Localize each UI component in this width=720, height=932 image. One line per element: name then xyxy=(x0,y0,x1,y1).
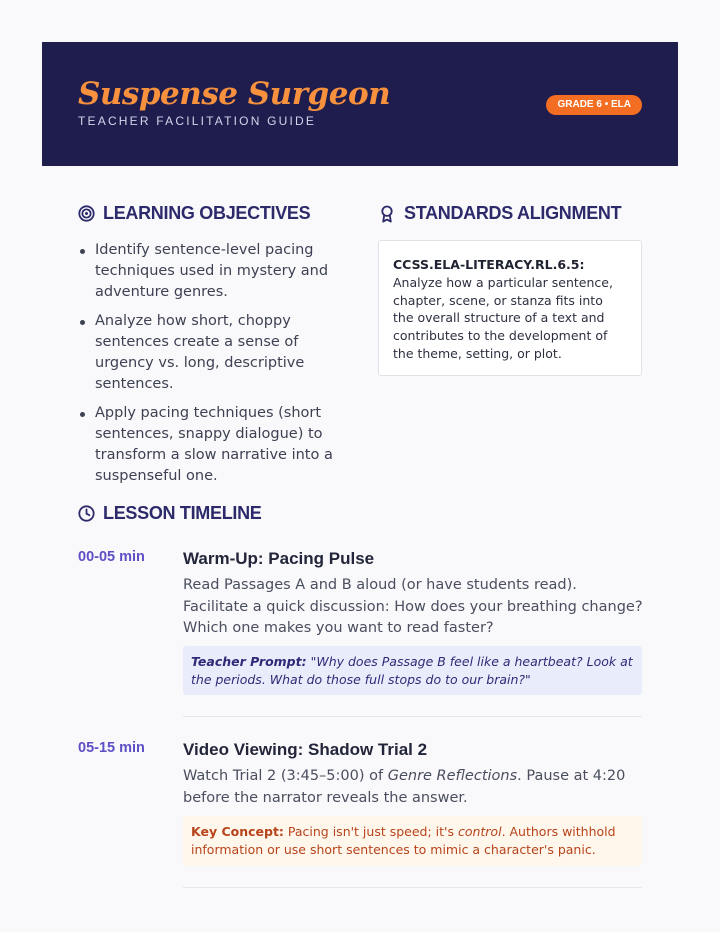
callout-emphasis: control xyxy=(457,824,502,839)
guide-title: Suspense Surgeon xyxy=(78,76,391,112)
callout-text: . Authors withhold information or use short sentences to mimic a character's panic. xyxy=(191,824,616,857)
guide-subtitle: TEACHER FACILITATION GUIDE xyxy=(78,114,317,128)
video-title: Genre Reflections xyxy=(387,768,518,784)
timeline-entry-description: Read Passages A and B aloud (or have students read). Facilitate a quick discussion: How does your breathing change? Which one makes you want to read faster? xyxy=(183,577,643,636)
timeline-entry-title: Warm-Up: Pacing Pulse xyxy=(183,549,375,568)
callout-label: Teacher Prompt: xyxy=(191,654,307,669)
award-ribbon-icon xyxy=(380,205,394,223)
grade-badge: GRADE 6 • ELA xyxy=(546,95,642,115)
standards-title: STANDARDS ALIGNMENT xyxy=(404,203,622,223)
callout-label: Key Concept: xyxy=(191,824,284,839)
timeline-title: LESSON TIMELINE xyxy=(103,503,262,523)
target-icon xyxy=(78,205,95,222)
timeline-entry-description xyxy=(183,766,643,809)
description-text: Watch Trial 2 (3:45–5:00) of xyxy=(183,768,388,784)
teacher-prompt-callout xyxy=(183,646,642,695)
key-concept-callout xyxy=(183,816,642,866)
timeline-heading xyxy=(78,503,262,524)
list-item: Apply pacing techniques (short sentences, snappy dialogue) to transform a slow narrative into a suspenseful one. xyxy=(78,403,358,487)
timeline-time: 05-15 min xyxy=(78,740,145,756)
divider xyxy=(183,887,642,888)
list-item: Identify sentence-level pacing techniques used in mystery and adventure genres. xyxy=(78,240,358,303)
callout-text: Pacing isn't just speed; it's xyxy=(283,824,458,839)
list-item: Analyze how short, choppy sentences create a sense of urgency vs. long, descriptive sentences. xyxy=(78,311,358,395)
standard-text: Analyze how a particular sentence, chapter, scene, or stanza fits into the overall structure of a text and contributes to the development of the theme, setting, or plot. xyxy=(393,274,613,361)
clock-icon xyxy=(78,505,95,522)
standard-card xyxy=(378,240,642,376)
timeline-entry-title: Video Viewing: Shadow Trial 2 xyxy=(183,740,428,759)
objectives-title: LEARNING OBJECTIVES xyxy=(103,203,311,223)
objectives-list xyxy=(78,240,358,495)
timeline-time: 00-05 min xyxy=(78,549,145,565)
standards-heading xyxy=(378,203,621,224)
description-text: . Pause at 4:20 before the narrator reveals the answer. xyxy=(183,768,626,806)
callout-text: "Why does Passage B feel like a heartbeat? Look at the periods. What do those full stops do to our brain?" xyxy=(191,654,633,687)
standard-code: CCSS.ELA-LITERACY.RL.6.5: xyxy=(393,257,585,272)
divider xyxy=(183,716,642,717)
header-banner xyxy=(42,42,678,166)
objectives-heading xyxy=(78,203,310,224)
